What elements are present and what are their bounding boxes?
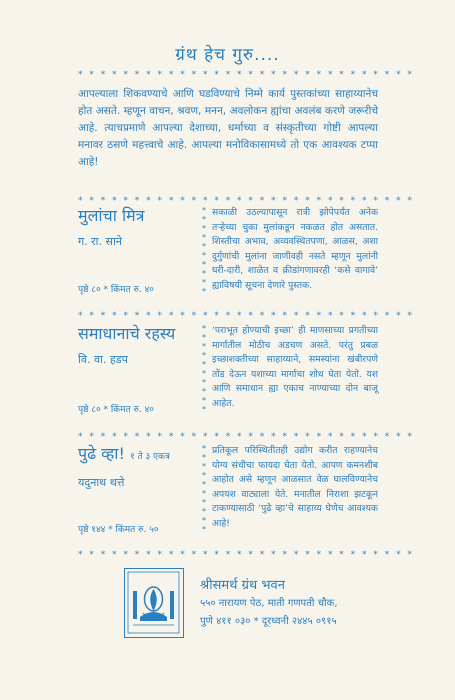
book-description: ‘पराभूत होण्याची इच्छा’ ही माणसाच्या प्रगतीच्या मार्गातील मोठीच अडचण असते. परंतु प्रबळ इच्छाशक्तीच्या साहाय्याने, समस्यांना खंबीरपणे तोंड देऊन यशाच्या मार्गाचा शोध घेता येतो. यश आणि समाधान ह्या एकाच नाण्याच्या दोन बाजू आहेत. — [212, 325, 378, 409]
star-divider: * * * * * * * * * * * * * * * * * * * * * * * * * * * * * * — [78, 70, 414, 80]
book-info — [78, 206, 198, 295]
book-info — [78, 324, 198, 415]
book-volume-note: १ ते ३ एकत्र — [129, 452, 170, 462]
star-column-divider: * * * * * * * * * * — [202, 444, 206, 534]
intro-paragraph: आपल्याला शिकवण्याचे आणि घडविण्याचे निम्मे कार्य पुस्तकांच्या साहाय्यानेच होत असते. म्हणून वाचन, श्रवण, मनन, अवलोकन ह्यांचा अवलंब करणे जरूरीचे आहे. त्याचप्रमाणे आपल्या देशाच्या, धर्माच्या व संस्कृतीच्या गोष्टी आपल्या मनावर ठसणे महत्त्वाचे आहे. आपल्या मनोविकासामध्ये तो एक आवश्यक टप्पा आहे! — [78, 88, 378, 168]
star-divider: * * * * * * * * * * * * * * * * * * * * * * * * * * * * * * — [78, 196, 414, 206]
book-description: प्रतिकूल परिस्थितीतही उद्योग करीत राहण्यानेच योग्य संधीचा फायदा घेता येतो. आपण कमनशीब आहोत असे म्हणून आळसात वेळ घालविण्यानेच अपयश वाट्याला येते. मनातील निराशा झटकून टाकण्यासाठी ‘पुढे व्हा’चे साहाय्य घेणेच आवश्यक आहे! — [212, 445, 378, 529]
book-title-row — [78, 444, 198, 467]
star-divider: * * * * * * * * * * * * * * * * * * * * * * * * * * * * * * — [78, 432, 414, 442]
book-entry — [78, 206, 378, 306]
book-entry — [78, 444, 378, 544]
book-price: पृष्ठे ८० * किंमत रु. ४० — [78, 285, 154, 295]
star-column-divider: * * * * * * * * * * — [202, 206, 206, 296]
book-author: ग. रा. साने — [78, 235, 122, 248]
star-divider: * * * * * * * * * * * * * * * * * * * * * * * * * * * * * * — [78, 311, 414, 321]
book-title: मुलांचा मित्र — [78, 206, 145, 225]
publisher-info — [200, 577, 400, 631]
book-entry — [78, 324, 378, 424]
book-author: वि. वा. हडप — [78, 353, 128, 366]
book-info — [78, 444, 198, 535]
book-author: यदुनाथ थत्ते — [78, 476, 125, 489]
star-divider: * * * * * * * * * * * * * * * * * * * * * * * * * * * * * * — [78, 550, 414, 560]
publisher-address: ५५० नारायण पेठ, माती गणपती चौक, — [200, 598, 338, 609]
lotus-emblem-icon — [125, 569, 182, 636]
book-description: सकाळी उठल्यापासून रात्री झोपेपर्यंत अनेक तऱ्हेच्या चुका मुलांकडून नकळत होत असतात. शिस्तीचा अभाव, अव्यवस्थितपणा, आळस, अशा दुर्गुणांची मुलांना जाणीवही नसते म्हणून मुलांनी घरी-दारी, शाळेत व क्रीडांगणावरही ‘कसे वागावे’ ह्याविषयी सूचना देणारे पुस्तक. — [212, 207, 378, 291]
book-title: समाधानाचे रहस्य — [78, 324, 176, 343]
book-price: पृष्ठे ८० * किंमत रु. ४० — [78, 405, 154, 415]
star-column-divider: * * * * * * * * * * — [202, 324, 206, 414]
publisher-contact: पुणे ४११ ०३० * दूरध्वनी २४४५ ०९१५ — [200, 616, 337, 627]
book-price: पृष्ठे १४४ * किंमत रु. ५० — [78, 525, 159, 535]
page-title: ग्रंथ हेच गुरु.... — [175, 45, 280, 65]
book-title: पुढे व्हा! — [78, 444, 125, 463]
publisher-name: श्रीसमर्थ ग्रंथ भवन — [200, 578, 285, 593]
publisher-logo — [124, 568, 184, 638]
